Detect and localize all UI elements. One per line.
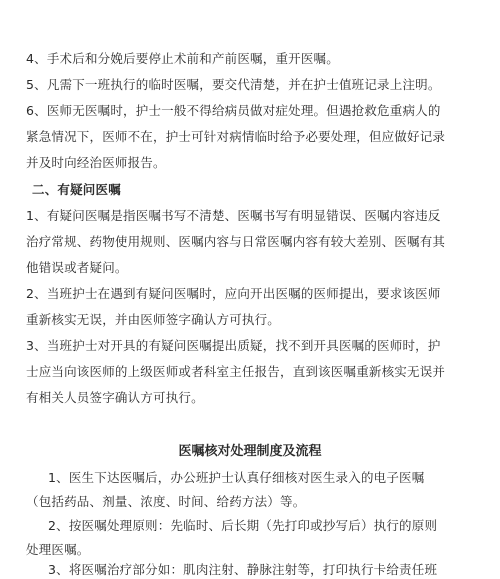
text-line: （包括药品、剂量、浓度、时间、给药方法）等。 (26, 494, 306, 509)
text-line: 3、当班护士对开具的有疑问医嘱提出质疑，找不到开具医嘱的医师时，护 (26, 338, 441, 353)
text-line: 有相关人员签字确认方可执行。 (26, 390, 204, 405)
text-line: 紧急情况下，医师不在，护士可针对病情临时给予必要处理，但应做好记录 (26, 129, 446, 144)
text-line: 1、医生下达医嘱后，办公班护士认真仔细核对医生录入的电子医嘱 (48, 470, 425, 485)
text-line: 6、医师无医嘱时，护士一般不得给病员做对症处理。但遇抢救危重病人的 (26, 103, 441, 118)
text-line: 处理医嘱。 (26, 542, 90, 557)
text-line: 治疗常规、药物使用规则、医嘱内容与日常医嘱内容有较大差别、医嘱有其 (26, 234, 446, 249)
text-line: 3、将医嘱治疗部分如：肌肉注射、静脉注射等，打印执行卡给责任班 (48, 562, 438, 577)
section-heading: 二、有疑问医嘱 (32, 182, 121, 197)
text-line: 2、当班护士在遇到有疑问医嘱时，应向开出医嘱的医师提出，要求该医师 (26, 286, 441, 301)
text-line: 5、凡需下一班执行的临时医嘱，要交代清楚，并在护士值班记录上注明。 (26, 77, 441, 92)
text-line: 士应当向该医师的上级医师或者科室主任报告，直到该医嘱重新核实无误并 (26, 364, 446, 379)
text-line: 2、按医嘱处理原则：先临时、后长期（先打印或抄写后）执行的原则 (48, 518, 438, 533)
text-line: 4、手术后和分娩后要停止术前和产前医嘱，重开医嘱。 (26, 51, 339, 66)
text-line: 他错误或者疑问。 (26, 260, 128, 275)
section-title: 医嘱核对处理制度及流程 (178, 444, 322, 459)
text-line: 重新核实无误，并由医师签字确认方可执行。 (26, 312, 281, 327)
text-line: 1、有疑问医嘱是指医嘱书写不清楚、医嘱书写有明显错误、医嘱内容违反 (26, 208, 441, 223)
text-line: 并及时向经治医师报告。 (26, 155, 166, 170)
